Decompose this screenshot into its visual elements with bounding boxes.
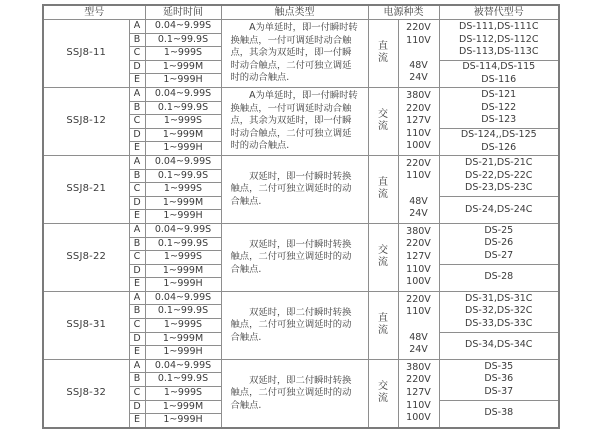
variant-letter-cell: C (129, 251, 145, 265)
variant-letter-cell: D (129, 264, 145, 278)
voltage-cell (398, 223, 439, 291)
voltage-value: 24V (409, 72, 428, 84)
current-type-char: 直 (378, 41, 388, 53)
replaced-model-value: DS-37 (484, 386, 514, 398)
delay-time-cell: 0.1~99.9S (145, 305, 221, 319)
current-type-char: 流 (378, 189, 388, 201)
variant-letter-cell: A (129, 359, 145, 373)
current-type-char: 流 (378, 393, 388, 405)
voltage-value: 220V (406, 21, 431, 33)
replaced-model-value: DS-28 (484, 271, 514, 283)
current-type-cell (368, 155, 398, 223)
replaced-models-bottom-cell (439, 400, 559, 428)
variant-letter-cell: B (129, 305, 145, 319)
delay-time-cell: 1~999M (145, 60, 221, 74)
replaced-model-value: DS-36 (484, 373, 514, 385)
model-cell: SSJ8-32 (43, 359, 129, 427)
voltage-value: 220V (406, 102, 431, 114)
current-type-cell (368, 359, 398, 427)
replaced-model-value: DS-33,DS-33C (465, 318, 533, 330)
current-type-cell (368, 223, 398, 291)
delay-time-cell: 1~999S (145, 183, 221, 197)
variant-letter-cell: E (129, 74, 145, 88)
contact-type-text: 双延时，即一付瞬时转换触点，二付可独立调延时的动合触点. (230, 170, 352, 207)
replaced-model-value: DS-32,DS-32C (465, 305, 533, 317)
spec-table (42, 4, 560, 429)
contact-type-cell (221, 20, 368, 88)
delay-time-cell: 1~999M (145, 128, 221, 142)
replaced-models-bottom-cell (439, 128, 559, 155)
voltage-value: 220V (406, 157, 431, 169)
delay-time-cell: 1~999H (145, 74, 221, 88)
replaced-models-top-cell (439, 20, 559, 61)
voltage-value (399, 183, 439, 196)
current-type-cell (368, 20, 398, 88)
replaced-model-value: DS-38 (484, 407, 514, 419)
variant-letter-cell: C (129, 47, 145, 61)
variant-letter-cell: C (129, 319, 145, 333)
delay-time-cell: 0.04~9.99S (145, 155, 221, 169)
table-row (43, 359, 559, 373)
delay-time-cell: 0.1~99.9S (145, 373, 221, 387)
variant-letter-cell: D (129, 60, 145, 74)
delay-time-cell: 0.04~9.99S (145, 20, 221, 34)
delay-time-cell: 1~999H (145, 278, 221, 292)
voltage-value: 48V (409, 331, 428, 343)
variant-letter-cell: D (129, 128, 145, 142)
header-model: 型号 (43, 5, 145, 20)
variant-letter-cell: B (129, 101, 145, 115)
voltage-value: 380V (406, 361, 431, 373)
current-type-char: 流 (378, 121, 388, 133)
delay-time-cell: 0.1~99.9S (145, 33, 221, 47)
table-row (43, 223, 559, 237)
replaced-model-value: DS-27 (484, 250, 514, 262)
replaced-model-value: DS-122 (481, 101, 517, 113)
voltage-value: 380V (406, 225, 431, 237)
contact-type-cell (221, 155, 368, 223)
header-replaced-model: 被替代型号 (439, 5, 559, 20)
spec-table-body (43, 20, 559, 428)
replaced-model-value: DS-113,DS-113C (459, 46, 539, 58)
voltage-value: 24V (409, 344, 428, 356)
model-cell: SSJ8-12 (43, 87, 129, 155)
delay-time-cell: 1~999M (145, 196, 221, 210)
current-type-cell (368, 87, 398, 155)
contact-type-cell (221, 87, 368, 155)
voltage-value: 127V (406, 251, 431, 263)
voltage-value: 110V (406, 170, 431, 182)
relay-spec-sheet (42, 4, 560, 429)
contact-type-text: 双延时，即二付瞬时转换触点，二付可独立调延时的动合触点. (230, 374, 352, 411)
current-type-char: 流 (378, 53, 388, 65)
contact-type-text: 双延时，即一付瞬时转换触点，二付可独立调延时的动合触点. (230, 238, 352, 275)
contact-type-cell (221, 291, 368, 359)
replaced-models-bottom-cell (439, 264, 559, 291)
delay-time-cell: 0.04~9.99S (145, 87, 221, 101)
variant-letter-cell: A (129, 291, 145, 305)
delay-time-cell: 1~999H (145, 210, 221, 224)
replaced-model-value: DS-26 (484, 237, 514, 249)
delay-time-cell: 0.1~99.9S (145, 169, 221, 183)
variant-letter-cell: E (129, 278, 145, 292)
contact-type-cell (221, 359, 368, 427)
variant-letter-cell: B (129, 169, 145, 183)
replaced-models-top-cell (439, 359, 559, 400)
current-type-char: 交 (378, 109, 388, 121)
current-type-char: 交 (378, 381, 388, 393)
replaced-models-top-cell (439, 87, 559, 128)
table-row (43, 20, 559, 34)
variant-letter-cell: A (129, 223, 145, 237)
replaced-model-value: DS-25 (484, 224, 514, 236)
delay-time-cell: 0.04~9.99S (145, 291, 221, 305)
variant-letter-cell: A (129, 155, 145, 169)
voltage-cell (398, 155, 439, 223)
voltage-value: 110V (406, 399, 431, 411)
voltage-value: 110V (406, 127, 431, 139)
voltage-value: 110V (406, 34, 431, 46)
variant-letter-cell: A (129, 87, 145, 101)
variant-letter-cell: E (129, 210, 145, 224)
current-type-cell (368, 291, 398, 359)
voltage-value: 100V (406, 140, 431, 152)
header-power-type: 电源种类 (368, 5, 439, 20)
voltage-value: 48V (409, 195, 428, 207)
contact-type-cell (221, 223, 368, 291)
header-delay-time: 延时时间 (145, 5, 221, 20)
delay-time-cell: 0.1~99.9S (145, 237, 221, 251)
delay-time-cell: 1~999S (145, 115, 221, 129)
variant-letter-cell: B (129, 237, 145, 251)
replaced-models-top-cell (439, 155, 559, 196)
replaced-model-value: DS-23,DS-23C (465, 182, 533, 194)
replaced-model-value: DS-112,DS-112C (459, 33, 539, 45)
replaced-models-bottom-cell (439, 196, 559, 223)
variant-letter-cell: A (129, 20, 145, 34)
delay-time-cell: 1~999S (145, 387, 221, 401)
replaced-models-bottom-cell (439, 332, 559, 359)
replaced-model-value: DS-24,DS-24C (465, 203, 533, 215)
current-type-char: 直 (378, 177, 388, 189)
replaced-models-top-cell (439, 291, 559, 332)
variant-letter-cell: E (129, 142, 145, 156)
header-contact-type: 触点类型 (221, 5, 368, 20)
replaced-models-bottom-cell (439, 60, 559, 87)
replaced-model-value: DS-34,DS-34C (465, 339, 533, 351)
delay-time-cell: 1~999M (145, 332, 221, 346)
replaced-model-value: DS-31,DS-31C (465, 292, 533, 304)
voltage-cell (398, 87, 439, 155)
voltage-value: 100V (406, 276, 431, 288)
replaced-model-value: DS-123 (481, 114, 517, 126)
replaced-model-value: DS-35 (484, 360, 514, 372)
voltage-value (399, 47, 439, 60)
replaced-model-value: DS-126 (481, 141, 517, 153)
variant-letter-cell: E (129, 414, 145, 428)
replaced-model-value: DS-116 (481, 73, 517, 85)
model-cell: SSJ8-31 (43, 291, 129, 359)
replaced-model-value: DS-121 (481, 88, 517, 100)
table-row (43, 291, 559, 305)
voltage-cell (398, 359, 439, 427)
voltage-value: 110V (406, 263, 431, 275)
replaced-model-value: DS-124,,DS-125 (460, 129, 537, 141)
current-type-char: 流 (378, 325, 388, 337)
voltage-cell (398, 291, 439, 359)
replaced-models-top-cell (439, 223, 559, 264)
delay-time-cell: 1~999S (145, 319, 221, 333)
delay-time-cell: 1~999H (145, 142, 221, 156)
current-type-char: 交 (378, 245, 388, 257)
header-row (43, 5, 559, 20)
variant-letter-cell: D (129, 196, 145, 210)
current-type-char: 流 (378, 257, 388, 269)
delay-time-cell: 1~999S (145, 47, 221, 61)
delay-time-cell: 0.1~99.9S (145, 101, 221, 115)
voltage-value: 110V (406, 306, 431, 318)
contact-type-text: A为单延时，即一付瞬时转换触点，一付可调延时动合触点，其余为双延时，即一付瞬时动合触点，二付可独立调延时的动合触点. (230, 22, 358, 84)
model-cell: SSJ8-21 (43, 155, 129, 223)
voltage-value (399, 319, 439, 332)
delay-time-cell: 1~999S (145, 251, 221, 265)
variant-letter-cell: B (129, 373, 145, 387)
contact-type-text: 双延时，即二付瞬时转换触点，二付可独立调延时的动合触点. (230, 306, 352, 343)
delay-time-cell: 0.04~9.99S (145, 359, 221, 373)
voltage-value: 220V (406, 293, 431, 305)
voltage-value: 127V (406, 115, 431, 127)
voltage-value: 48V (409, 59, 428, 71)
contact-type-text: A为单延时，即一付瞬时转换触点，一付可调延时动合触点，其余为双延时，即一付瞬时动合触点，二付可独立调延时的动合触点. (230, 90, 358, 152)
variant-letter-cell: C (129, 387, 145, 401)
variant-letter-cell: D (129, 400, 145, 414)
model-cell: SSJ8-11 (43, 20, 129, 88)
variant-letter-cell: C (129, 183, 145, 197)
voltage-value: 127V (406, 387, 431, 399)
current-type-char: 直 (378, 313, 388, 325)
variant-letter-cell: E (129, 346, 145, 360)
voltage-value: 100V (406, 412, 431, 424)
delay-time-cell: 1~999H (145, 346, 221, 360)
voltage-value: 24V (409, 208, 428, 220)
replaced-model-value: DS-111,DS-111C (459, 20, 539, 32)
replaced-model-value: DS-22,DS-22C (465, 169, 533, 181)
voltage-cell (398, 20, 439, 88)
model-cell: SSJ8-22 (43, 223, 129, 291)
voltage-value: 220V (406, 238, 431, 250)
variant-letter-cell: D (129, 332, 145, 346)
delay-time-cell: 1~999H (145, 414, 221, 428)
voltage-value: 220V (406, 374, 431, 386)
variant-letter-cell: C (129, 115, 145, 129)
delay-time-cell: 1~999M (145, 264, 221, 278)
delay-time-cell: 1~999M (145, 400, 221, 414)
voltage-value: 380V (406, 89, 431, 101)
replaced-model-value: DS-114,DS-115 (462, 61, 536, 73)
replaced-model-value: DS-21,DS-21C (465, 156, 533, 168)
table-row (43, 87, 559, 101)
variant-letter-cell: B (129, 33, 145, 47)
delay-time-cell: 0.04~9.99S (145, 223, 221, 237)
table-row (43, 155, 559, 169)
